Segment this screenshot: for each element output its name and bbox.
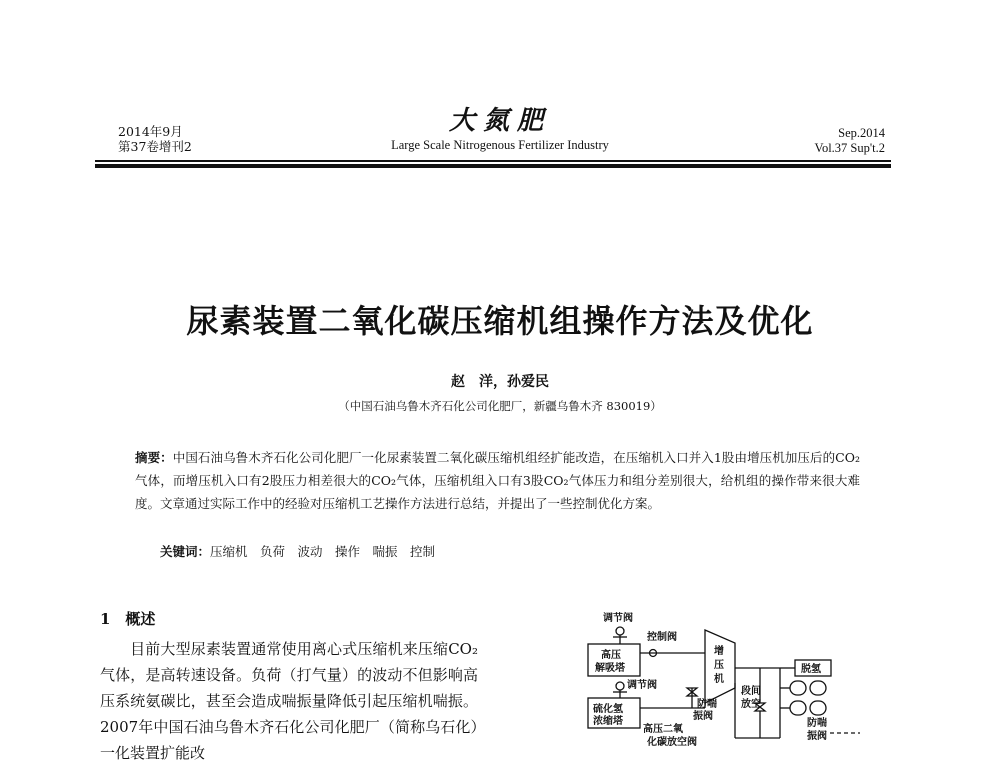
label-booster-2: 压 xyxy=(714,660,724,671)
section-1-text: 目前大型尿素装置通常使用离心式压缩机来压缩CO₂气体，是高转速设备。负荷（打气量）的波动不但影响高压系统氨碳比，甚至会造成喘振量降低引起压缩机喘振。2007年中国石油乌鲁木齐石化公司化肥厂（简称乌石化）一化装置扩能改 xyxy=(100,640,478,762)
issue-volume: 第37卷增刊2 xyxy=(118,139,192,154)
header-center xyxy=(300,106,700,153)
paper-authors: 赵 洋，孙爱民 xyxy=(451,374,549,390)
keywords-text: 压缩机 负荷 波动 操作 喘振 控制 xyxy=(210,544,436,559)
label-dehydrogen: 脱氢 xyxy=(801,664,821,675)
process-flow-diagram xyxy=(575,608,875,751)
header-rule-thin xyxy=(95,160,891,162)
label-anti-surge-r2: 振阀 xyxy=(807,731,827,742)
valve-symbol xyxy=(616,627,624,635)
issue-date: 2014年9月 xyxy=(118,124,183,139)
label-interstage-1: 段间 xyxy=(741,686,761,697)
label-anti-surge-1: 防喘 xyxy=(697,699,717,710)
label-h2s-1: 硫化氢 xyxy=(593,704,623,715)
abstract-label: 摘要： xyxy=(135,450,173,465)
header-right xyxy=(815,126,885,156)
label-control-valve: 控制阀 xyxy=(647,632,677,643)
issue-date-en: Sep.2014 xyxy=(838,126,885,140)
abstract-text: 中国石油乌鲁木齐石化公司化肥厂一化尿素装置二氧化碳压缩机组经扩能改造，在压缩机入口并入1股由增压机加压后的CO₂气体，而增压机入口有2股压力相差很大的CO₂气体，压缩机组入口有3股CO₂气体压力和组分差别很大，给机组的操作带来很大难度。文章通过实际工作中的经验对压缩机工艺操作方法进行总结，并提出了一些控制优化方案。 xyxy=(135,450,860,511)
label-booster-3: 机 xyxy=(714,674,724,685)
keywords xyxy=(160,542,860,560)
section-1-body xyxy=(100,636,478,766)
label-hp-co2-2: 化碳放空阀 xyxy=(647,737,697,748)
label-hp-stripper-2: 解吸塔 xyxy=(595,663,625,674)
journal-english-name: Large Scale Nitrogenous Fertilizer Industry xyxy=(391,138,609,152)
label-h2s-2: 浓缩塔 xyxy=(593,716,623,727)
paper-affiliation: （中国石油乌鲁木齐石化公司化肥厂，新疆乌鲁木齐 830019） xyxy=(338,399,662,413)
label-anti-surge-r1: 防喘 xyxy=(807,718,827,729)
abstract xyxy=(135,446,860,515)
label-anti-surge-2: 振阀 xyxy=(693,711,713,722)
header-rule-thick xyxy=(95,164,891,168)
label-valve-top: 调节阀 xyxy=(603,613,633,624)
label-hp-co2-1: 高压二氧 xyxy=(643,724,683,735)
paper-title: 尿素装置二氧化碳压缩机组操作方法及优化 xyxy=(186,302,814,340)
label-booster-1: 增 xyxy=(714,646,724,657)
label-valve-mid: 调节阀 xyxy=(627,680,657,691)
issue-volume-en: Vol.37 Sup't.2 xyxy=(814,141,885,155)
journal-logo: 大氮肥 xyxy=(448,106,551,136)
label-hp-stripper-1: 高压 xyxy=(601,650,621,661)
label-interstage-2: 放空 xyxy=(741,699,761,710)
section-1-title: 1 概述 xyxy=(100,610,156,628)
keywords-label: 关键词： xyxy=(160,544,211,559)
header-left xyxy=(118,124,192,154)
